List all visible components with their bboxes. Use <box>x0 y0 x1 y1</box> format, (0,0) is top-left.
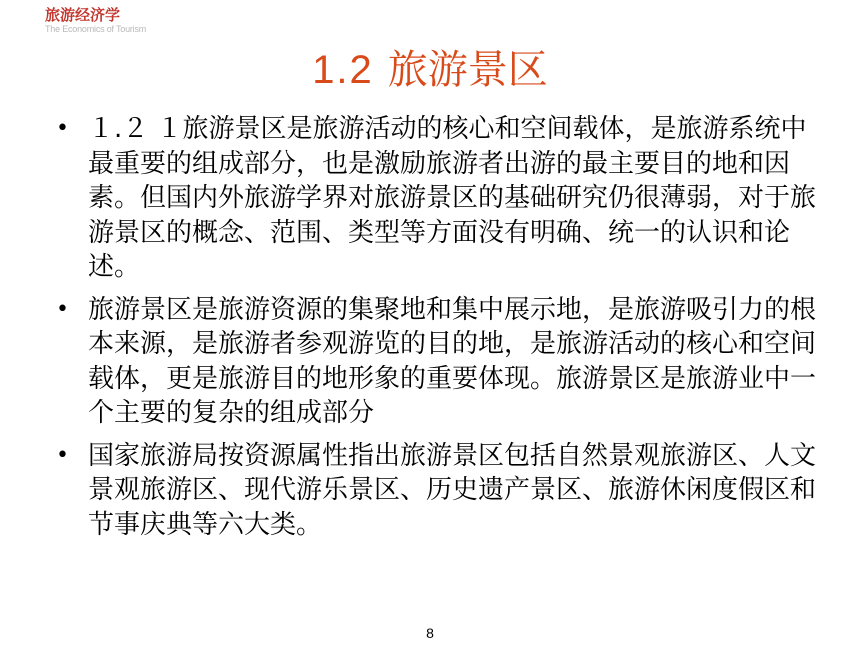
slide-title <box>0 40 860 100</box>
bullet-item <box>52 439 832 543</box>
logo <box>45 6 165 35</box>
slide-title-number: 1.2 <box>312 48 374 92</box>
bullet-text: 国家旅游局按资源属性指出旅游景区包括自然景观旅游区、人文景观旅游区、现代游乐景区、历史遗产景区、旅游休闲度假区和节事庆典等六大类。 <box>88 440 817 540</box>
logo-chinese-text: 旅游经济学 <box>45 6 121 24</box>
bullet-list <box>52 112 832 550</box>
logo-english-text: The Economics of Tourism <box>45 24 147 34</box>
bullet-item <box>52 293 832 431</box>
bullet-dot-icon: • <box>56 296 69 322</box>
bullet-dot-icon: • <box>56 116 69 141</box>
bullet-dot-icon: • <box>56 442 69 468</box>
page-number: 8 <box>426 625 434 641</box>
slide-title-text: 旅游景区 <box>387 47 548 93</box>
bullet-text: １.２ １旅游景区是旅游活动的核心和空间载体，是旅游系统中最重要的组成部分，也是激励旅游者出游的最主要目的地和因素。但国内外旅游学界对旅游景区的基础研究仍很薄弱，对于旅游景区的概念、范围、类型等方面没有明确、统一的认识和论述。 <box>88 114 817 282</box>
bullet-item <box>52 112 832 285</box>
bullet-text: 旅游景区是旅游资源的集聚地和集中展示地，是旅游吸引力的根本来源，是旅游者参观游览的目的地，是旅游活动的核心和空间载体，更是旅游目的地形象的重要体现。旅游景区是旅游业中一个主要的复杂的组成部分 <box>88 294 817 428</box>
